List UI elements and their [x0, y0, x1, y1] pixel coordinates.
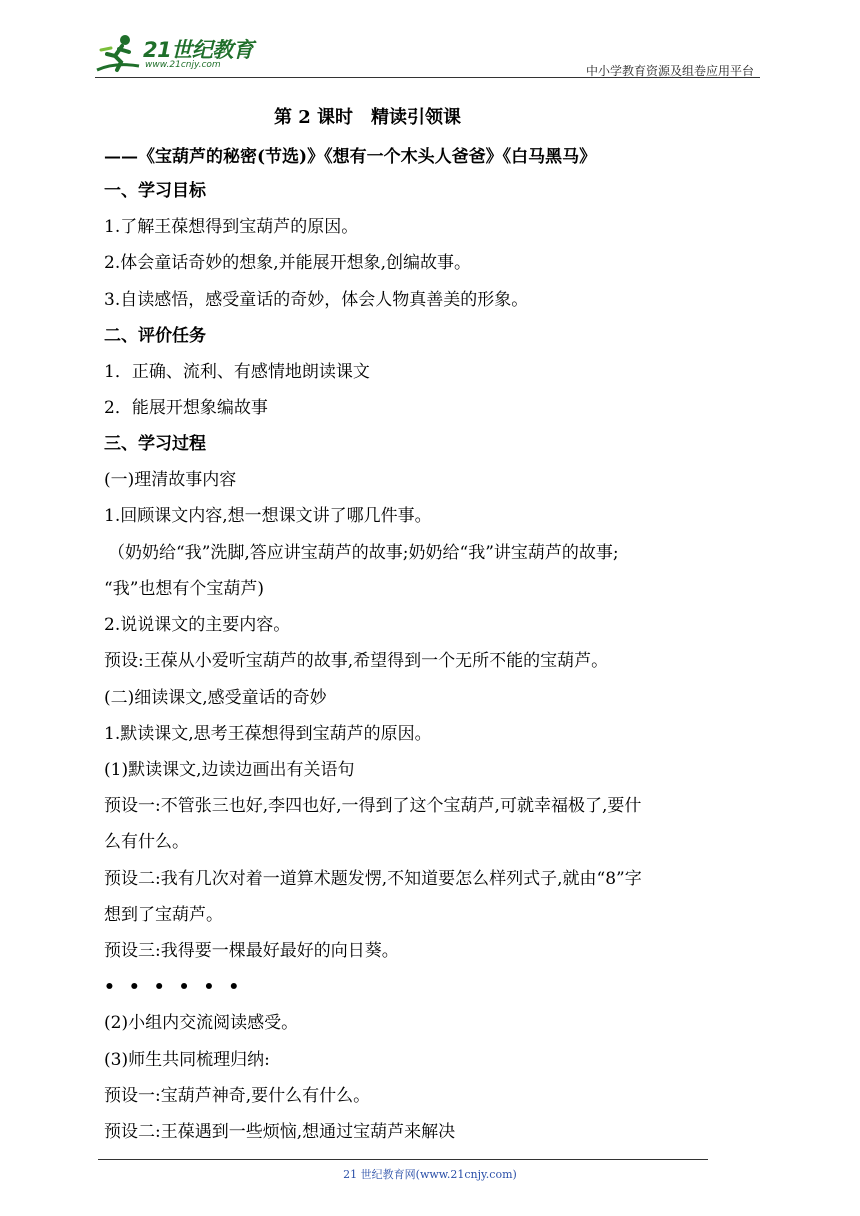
header-divider — [95, 77, 760, 78]
paragraph: 1.回顾课文内容,想一想课文讲了哪几件事。 — [104, 506, 432, 526]
paragraph: 预设一:宝葫芦神奇,要什么有什么。 — [104, 1086, 371, 1106]
paragraph: 么有什么。 — [104, 832, 189, 852]
paragraph: 2．能展开想象编故事 — [104, 398, 268, 418]
logo-url: www.21cnjy.com — [145, 60, 221, 70]
paragraph: 预设:王葆从小爱听宝葫芦的故事,希望得到一个无所不能的宝葫芦。 — [104, 651, 609, 671]
paragraph: 2.体会童话奇妙的想象,并能展开想象,创编故事。 — [104, 253, 472, 273]
paragraph: (3)师生共同梳理归纳: — [104, 1050, 270, 1070]
page-footer: 21 世纪教育网(www.21cnjy.com) — [343, 1168, 517, 1181]
paragraph: 预设二:王葆遇到一些烦恼,想通过宝葫芦来解决 — [104, 1122, 456, 1142]
paragraph: (二)细读课文,感受童话的奇妙 — [104, 688, 327, 708]
section-heading: 三、学习过程 — [104, 434, 206, 454]
paragraph: 3.自读感悟，感受童话的奇妙，体会人物真善美的形象。 — [104, 290, 529, 310]
lesson-subtitle: ——《宝葫芦的秘密(节选)》《想有一个木头人爸爸》《白马黑马》 — [104, 147, 597, 167]
paragraph: (一)理清故事内容 — [104, 470, 237, 490]
section-heading: 二、评价任务 — [104, 326, 206, 346]
paragraph: 预设二:我有几次对着一道算术题发愣,不知道要怎么样列式子,就由“8”字 — [104, 869, 642, 889]
footer-divider — [98, 1159, 708, 1160]
paragraph: (2)小组内交流阅读感受。 — [104, 1013, 299, 1033]
logo-text: 21世纪教育 — [143, 38, 254, 62]
platform-name: 中小学教育资源及组卷应用平台 — [585, 64, 754, 78]
paragraph: 2.说说课文的主要内容。 — [104, 615, 291, 635]
page-header — [95, 28, 760, 78]
paragraph: 1.了解王葆想得到宝葫芦的原因。 — [104, 217, 359, 237]
paragraph: 预设一:不管张三也好,李四也好,一得到了这个宝葫芦,可就幸福极了,要什 — [104, 796, 642, 816]
section-heading: 一、学习目标 — [104, 181, 206, 201]
paragraph: 想到了宝葫芦。 — [104, 905, 223, 925]
paragraph: （奶奶给“我”洗脚,答应讲宝葫芦的故事;奶奶给“我”讲宝葫芦的故事; — [108, 543, 619, 563]
lesson-title: 第 2 课时 精读引领课 — [274, 107, 462, 128]
paragraph: 1．正确、流利、有感情地朗读课文 — [104, 362, 370, 382]
paragraph: (1)默读课文,边读边画出有关语句 — [104, 760, 355, 780]
logo — [95, 32, 295, 76]
ellipsis-dots: •••••• — [104, 977, 254, 997]
paragraph: 1.默读课文,思考王葆想得到宝葫芦的原因。 — [104, 724, 432, 744]
paragraph: 预设三:我得要一棵最好最好的向日葵。 — [104, 941, 399, 961]
paragraph: “我”也想有个宝葫芦) — [104, 579, 265, 599]
runner-logo-icon — [95, 32, 143, 76]
